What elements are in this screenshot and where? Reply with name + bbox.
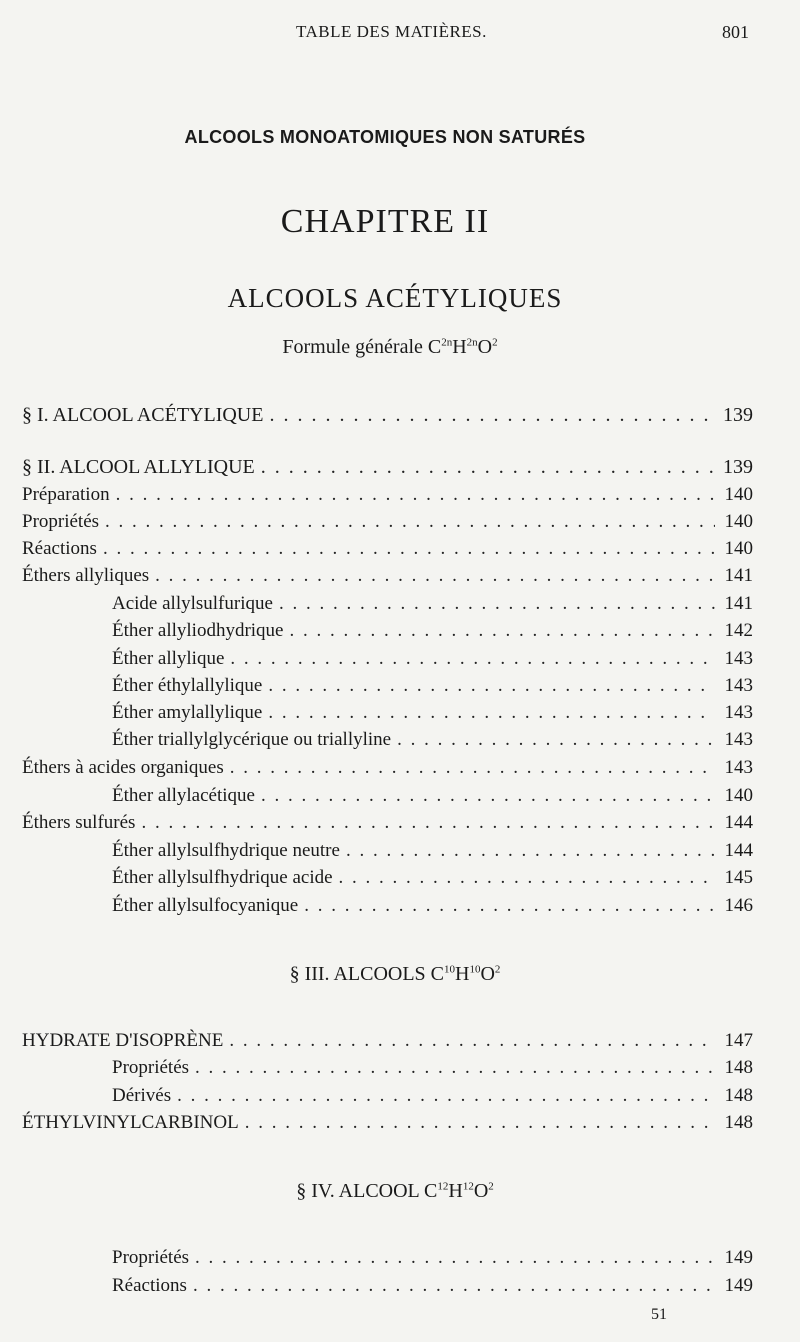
toc-label: Éther allylsulfhydrique acide <box>112 867 333 888</box>
toc-entry <box>22 1030 753 1056</box>
toc-page: 140 <box>724 484 753 505</box>
leader-dots <box>346 840 715 862</box>
leader-dots <box>304 895 715 917</box>
toc-page: 149 <box>724 1275 753 1296</box>
toc-page: 141 <box>724 565 753 586</box>
subsection-heading-iii <box>0 963 790 986</box>
subhead-prefix: § IV. ALCOOL C <box>296 1180 438 1202</box>
toc-label: § II. ALCOOL ALLYLIQUE <box>22 456 255 478</box>
toc-label: Propriétés <box>22 511 100 532</box>
formula-suffix: O <box>477 336 493 358</box>
subhead-sup: 12 <box>462 1180 474 1193</box>
toc-label: Éther allyliodhydrique <box>112 620 284 641</box>
toc-entry <box>22 593 753 619</box>
toc-page: 143 <box>724 757 753 778</box>
toc-page: 139 <box>723 456 753 478</box>
toc-page: 145 <box>724 867 753 888</box>
toc-entry <box>22 511 753 537</box>
leader-dots <box>193 1275 715 1297</box>
toc-entry <box>22 757 753 783</box>
leader-dots <box>141 812 715 834</box>
leader-dots <box>229 1030 715 1052</box>
leader-dots <box>155 565 715 587</box>
toc-page: 148 <box>724 1085 753 1106</box>
toc-label: Éther allylsulfhydrique neutre <box>112 840 340 861</box>
leader-dots <box>195 1247 715 1269</box>
toc-entry <box>22 729 753 755</box>
toc-page: 144 <box>724 812 753 833</box>
toc-page: 141 <box>724 593 753 614</box>
toc-page: 143 <box>724 729 753 750</box>
toc-label: Propriétés <box>112 1057 190 1078</box>
subhead-suffix: O <box>480 963 495 985</box>
formula-prefix: Formule générale C <box>282 336 442 358</box>
leader-dots <box>289 620 715 642</box>
toc-label: Réactions <box>22 538 97 559</box>
toc-page: 140 <box>724 511 753 532</box>
toc-label: Dérivés <box>112 1085 172 1106</box>
toc-entry <box>22 812 753 838</box>
leader-dots <box>269 404 715 427</box>
subhead-sup: 12 <box>437 1180 449 1193</box>
subhead-suffix: O <box>473 1180 489 1202</box>
toc-entry <box>22 565 753 591</box>
toc-entry <box>22 648 753 674</box>
toc-entry <box>22 1247 753 1273</box>
subhead-sup: 10 <box>444 963 456 976</box>
toc-page: 140 <box>724 538 753 559</box>
toc-entry <box>22 620 753 646</box>
toc-label: Éther allylacétique <box>112 785 255 806</box>
toc-page: 143 <box>724 702 753 723</box>
toc-page: 146 <box>724 895 753 916</box>
toc-entry <box>22 675 753 701</box>
leader-dots <box>116 484 715 506</box>
leader-dots <box>339 867 715 889</box>
page-number: 801 <box>722 22 749 42</box>
toc-label: Éther triallylglycérique ou triallyline <box>112 729 392 750</box>
toc-entry <box>22 1275 753 1301</box>
toc-entry <box>22 456 753 482</box>
toc-page: 143 <box>724 648 753 669</box>
toc-entry <box>22 404 753 430</box>
toc-label: HYDRATE D'ISOPRÈNE <box>22 1030 224 1051</box>
subhead-mid: H <box>448 1180 463 1202</box>
toc-entry <box>22 538 753 564</box>
toc-page: 148 <box>724 1112 753 1133</box>
toc-page: 144 <box>724 840 753 861</box>
toc-label: Réactions <box>112 1275 187 1296</box>
toc-page: 140 <box>724 785 753 806</box>
toc-page: 139 <box>723 404 753 426</box>
subhead-sup: 2 <box>494 963 501 976</box>
leader-dots <box>230 757 715 779</box>
toc-label: § I. ALCOOL ACÉTYLIQUE <box>22 404 264 426</box>
signature-mark: 51 <box>651 1306 667 1323</box>
toc-page: 148 <box>724 1057 753 1078</box>
toc-entry <box>22 1085 753 1111</box>
leader-dots <box>105 511 715 533</box>
toc-label: Éthers allyliques <box>22 565 150 586</box>
toc-entry <box>22 484 753 510</box>
leader-dots <box>245 1112 715 1134</box>
leader-dots <box>261 785 715 807</box>
toc-entry <box>22 702 753 728</box>
toc-entry <box>22 1057 753 1083</box>
toc-page: 149 <box>724 1247 753 1268</box>
toc-entry <box>22 840 753 866</box>
toc-entry <box>22 867 753 893</box>
leader-dots <box>177 1085 715 1107</box>
toc-entry <box>22 1112 753 1138</box>
subsection-heading-iv <box>0 1180 790 1203</box>
toc-label: Éthers à acides organiques <box>22 757 224 778</box>
formula-sup-1: 2n <box>441 336 453 349</box>
toc-label: Éther amylallylique <box>112 702 263 723</box>
leader-dots <box>397 729 715 751</box>
section-heading: ALCOOLS MONOATOMIQUES NON SATURÉS <box>184 127 586 147</box>
toc-label: Éthers sulfurés <box>22 812 136 833</box>
toc-page: 142 <box>724 620 753 641</box>
formula-mid: H <box>452 336 467 358</box>
leader-dots <box>195 1057 715 1079</box>
toc-label: Éther allylsulfocyanique <box>112 895 299 916</box>
subhead-sup: 2 <box>488 1180 494 1193</box>
toc-label: Éther allylique <box>112 648 225 669</box>
toc-page: 143 <box>724 675 753 696</box>
toc-label: Propriétés <box>112 1247 190 1268</box>
running-title: TABLE DES MATIÈRES. <box>296 22 487 41</box>
leader-dots <box>261 456 715 479</box>
formula-sup-2: 2n <box>466 336 478 349</box>
toc-label: Éther éthylallylique <box>112 675 263 696</box>
toc-label: Préparation <box>22 484 110 505</box>
toc-page: 147 <box>724 1030 753 1051</box>
leader-dots <box>230 648 715 670</box>
leader-dots <box>103 538 715 560</box>
formula-sup-3: 2 <box>492 336 498 349</box>
chapter-heading: CHAPITRE II <box>280 203 490 240</box>
subhead-sup: 10 <box>469 963 481 976</box>
toc-label: ÉTHYLVINYLCARBINOL <box>22 1112 239 1133</box>
toc-label: Acide allylsulfurique <box>112 593 273 614</box>
subhead-mid: H <box>455 963 470 985</box>
chapter-title: ALCOOLS ACÉTYLIQUES <box>227 283 563 313</box>
toc-entry <box>22 895 753 921</box>
leader-dots <box>279 593 715 615</box>
toc-entry <box>22 785 753 811</box>
leader-dots <box>268 702 715 724</box>
leader-dots <box>268 675 715 697</box>
subhead-prefix: § III. ALCOOLS C <box>289 963 445 985</box>
